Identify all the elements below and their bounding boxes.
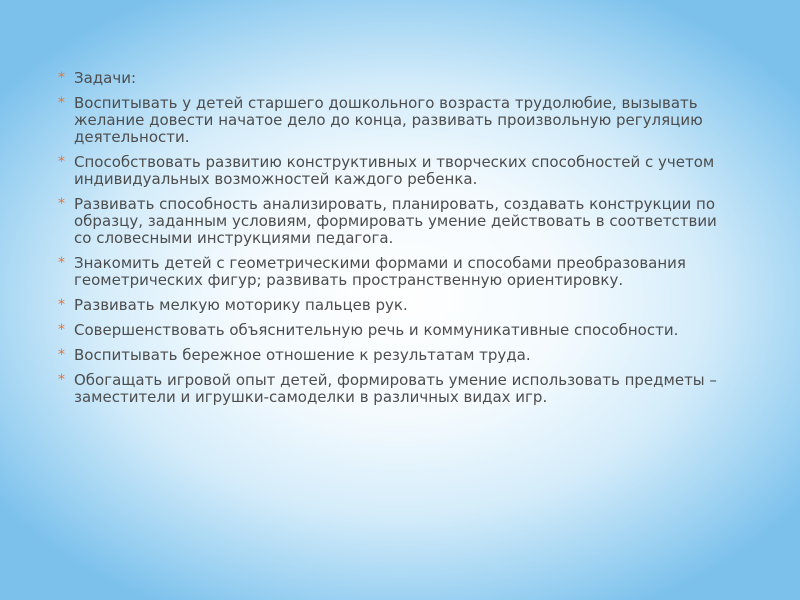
- bullet-item: [58, 322, 718, 339]
- bullet-asterisk-icon: *: [58, 196, 65, 212]
- bullet-text: Воспитывать у детей старшего дошкольного возраста трудолюбие, вызывать желание довести начатое дело до конца, развивать произвольную регуляцию деятельности.: [74, 94, 703, 146]
- bullet-asterisk-icon: *: [58, 322, 65, 338]
- bullet-asterisk-icon: *: [58, 255, 65, 271]
- bullet-item: [58, 196, 718, 247]
- bullet-item-heading: [58, 70, 718, 87]
- bullet-text: Обогащать игровой опыт детей, формировать умение использовать предметы – заместители и игрушки-самоделки в различных видах игр.: [74, 371, 717, 406]
- bullet-item: [58, 95, 718, 146]
- bullet-asterisk-icon: *: [58, 95, 65, 111]
- bullet-asterisk-icon: *: [58, 70, 65, 86]
- bullet-asterisk-icon: *: [58, 347, 65, 363]
- bullet-item: [58, 297, 718, 314]
- bullet-asterisk-icon: *: [58, 154, 65, 170]
- bullet-text: Знакомить детей с геометрическими формами и способами преобразования геометрических фигур; развивать пространственную ориентировку.: [74, 254, 686, 289]
- bullet-text: Развивать мелкую моторику пальцев рук.: [74, 296, 408, 314]
- bullet-text: Развивать способность анализировать, планировать, создавать конструкции по образцу, заданным условиям, формировать умение действовать в соответствии со словесными инструкциями педагога.: [74, 195, 717, 247]
- bullet-text: Задачи:: [74, 69, 137, 87]
- bullet-text: Способствовать развитию конструктивных и творческих способностей с учетом индивидуальных возможностей каждого ребенка.: [74, 153, 715, 188]
- bullet-asterisk-icon: *: [58, 372, 65, 388]
- bullet-item: [58, 154, 718, 188]
- bullet-text: Совершенствовать объяснительную речь и коммуникативные способности.: [74, 321, 679, 339]
- bullet-text: Воспитывать бережное отношение к результатам труда.: [74, 346, 531, 364]
- bullet-asterisk-icon: *: [58, 297, 65, 313]
- bullet-item: [58, 347, 718, 364]
- bullet-item: [58, 255, 718, 289]
- bullet-item: [58, 372, 718, 406]
- bullet-list: [58, 70, 718, 414]
